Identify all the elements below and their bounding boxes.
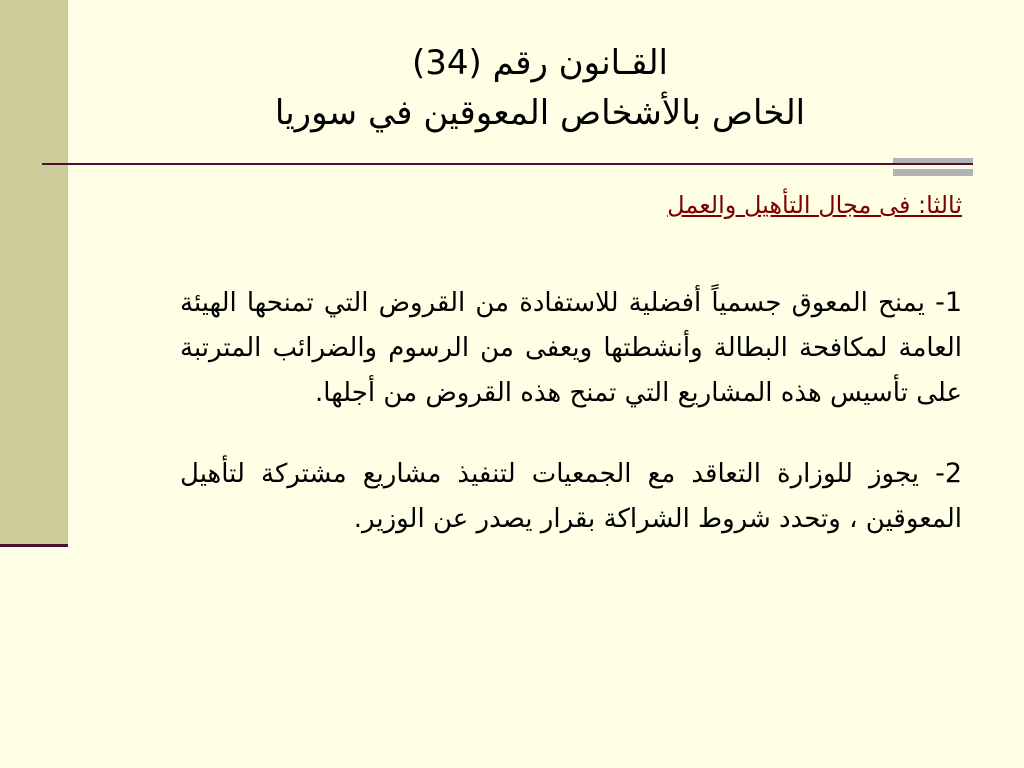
title-divider — [42, 163, 973, 165]
slide-body — [180, 188, 962, 577]
slide-title — [110, 38, 970, 138]
title-accent-bar-bottom — [893, 169, 973, 176]
section-heading: ثالثا: فى مجال التأهيل والعمل — [667, 191, 962, 219]
side-decor-panel — [0, 0, 68, 545]
paragraph-1 — [180, 280, 962, 416]
paragraph-2-text: يجوز للوزارة التعاقد مع الجمعيات لتنفيذ مشاريع مشتركة لتأهيل المعوقين ، وتحدد شروط الشراكة بقرار يصدر عن الوزير. — [180, 459, 962, 534]
paragraph-1-number: 1- — [935, 287, 963, 318]
title-line-1: القـانون رقم (34) — [411, 43, 669, 83]
paragraph-1-text: يمنح المعوق جسمياً أفضلية للاستفادة من القروض التي تمنحها الهيئة العامة لمكافحة البطالة وأنشطتها ويعفى من الرسوم والضرائب المترتبة على تأسيس هذه المشاريع التي تمنح هذه القروض من أجلها. — [180, 288, 962, 408]
paragraph-2 — [180, 451, 962, 542]
paragraph-2-number: 2- — [935, 458, 963, 489]
side-decor-line — [0, 544, 68, 547]
title-line-2: الخاص بالأشخاص المعوقين في سوريا — [274, 93, 806, 133]
